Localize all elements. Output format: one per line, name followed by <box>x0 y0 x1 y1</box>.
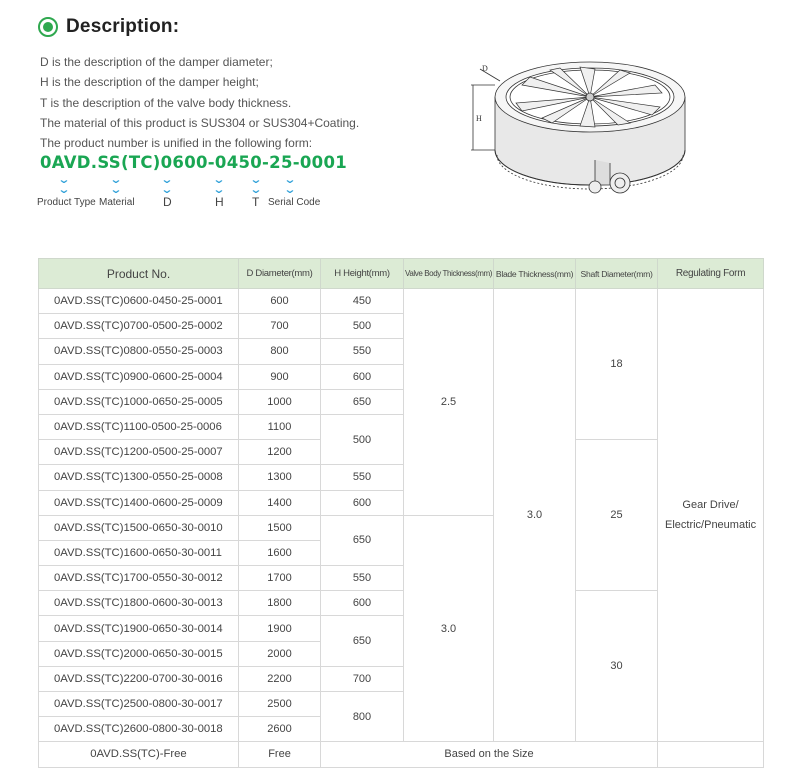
d-diameter-cell: 700 <box>239 314 321 339</box>
table-row-free <box>39 742 764 767</box>
code-label-serial-code: Serial Code <box>268 197 321 208</box>
d-diameter-cell: 1700 <box>239 566 321 591</box>
h-height-cell: 700 <box>321 666 404 691</box>
regulating-form-cell-empty <box>658 742 764 767</box>
product-no-cell: 0AVD.SS(TC)-Free <box>39 742 239 767</box>
column-header: Shaft Diameter(mm) <box>576 259 658 289</box>
spec-table <box>38 258 764 768</box>
product-no-cell: 0AVD.SS(TC)1500-0650-30-0010 <box>39 515 239 540</box>
h-height-cell: 550 <box>321 566 404 591</box>
column-header: Product No. <box>39 259 239 289</box>
d-diameter-cell: 900 <box>239 364 321 389</box>
description-title: Description: <box>66 16 180 37</box>
product-no-cell: 0AVD.SS(TC)1100-0500-25-0006 <box>39 414 239 439</box>
column-header: Valve Body Thickness(mm) <box>404 259 494 289</box>
diagram-label-h: H <box>476 114 482 123</box>
chevron-down-icon: ⌄ ⌄ <box>57 174 71 196</box>
valve-body-thickness-cell: 2.5 <box>404 289 494 516</box>
d-diameter-cell: 2000 <box>239 641 321 666</box>
product-no-cell: 0AVD.SS(TC)0600-0450-25-0001 <box>39 289 239 314</box>
product-no-cell: 0AVD.SS(TC)1600-0650-30-0011 <box>39 540 239 565</box>
table-row <box>39 289 764 314</box>
description-line: The product number is unified in the following form: <box>40 136 313 151</box>
product-no-cell: 0AVD.SS(TC)2500-0800-30-0017 <box>39 692 239 717</box>
product-no-cell: 0AVD.SS(TC)1900-0650-30-0014 <box>39 616 239 641</box>
d-diameter-cell: 1800 <box>239 591 321 616</box>
valve-body-thickness-cell: 3.0 <box>404 515 494 742</box>
based-on-size-cell: Based on the Size <box>321 742 658 767</box>
h-height-cell: 600 <box>321 490 404 515</box>
d-diameter-cell: 800 <box>239 339 321 364</box>
blade-thickness-cell: 3.0 <box>494 289 576 742</box>
code-label-t: T <box>252 195 260 209</box>
d-diameter-cell: 2600 <box>239 717 321 742</box>
description-line: D is the description of the damper diameter; <box>40 55 273 69</box>
h-height-cell: 650 <box>321 616 404 666</box>
chevron-down-icon: ⌄ ⌄ <box>109 174 123 196</box>
column-header: Regulating Form <box>658 259 764 289</box>
shaft-diameter-cell: 30 <box>576 591 658 742</box>
product-no-cell: 0AVD.SS(TC)2200-0700-30-0016 <box>39 666 239 691</box>
d-diameter-cell: 1300 <box>239 465 321 490</box>
d-diameter-cell: Free <box>239 742 321 767</box>
d-diameter-cell: 1100 <box>239 414 321 439</box>
h-height-cell: 550 <box>321 339 404 364</box>
product-no-cell: 0AVD.SS(TC)1800-0600-30-0013 <box>39 591 239 616</box>
product-no-cell: 0AVD.SS(TC)1200-0500-25-0007 <box>39 440 239 465</box>
d-diameter-cell: 2200 <box>239 666 321 691</box>
regulating-form-line: Gear Drive/ <box>682 499 739 512</box>
code-label-h: H <box>215 195 224 209</box>
description-line: The material of this product is SUS304 or SUS304+Coating. <box>40 115 360 130</box>
product-no-cell: 0AVD.SS(TC)1400-0600-25-0009 <box>39 490 239 515</box>
product-number-format: 0AVD.SS(TC)0600-0450-25-0001 <box>40 153 348 172</box>
d-diameter-cell: 1400 <box>239 490 321 515</box>
product-no-cell: 0AVD.SS(TC)0800-0550-25-0003 <box>39 339 239 364</box>
chevron-down-icon: ⌄ ⌄ <box>212 174 226 196</box>
d-diameter-cell: 1000 <box>239 389 321 414</box>
product-no-cell: 0AVD.SS(TC)2000-0650-30-0015 <box>39 641 239 666</box>
h-height-cell: 600 <box>321 591 404 616</box>
d-diameter-cell: 1200 <box>239 440 321 465</box>
chevron-down-icon: ⌄ ⌄ <box>249 174 263 196</box>
product-no-cell: 0AVD.SS(TC)1000-0650-25-0005 <box>39 389 239 414</box>
h-height-cell: 450 <box>321 289 404 314</box>
damper-diagram <box>470 55 700 215</box>
h-height-cell: 650 <box>321 389 404 414</box>
h-height-cell: 650 <box>321 515 404 565</box>
d-diameter-cell: 1600 <box>239 540 321 565</box>
h-height-cell: 550 <box>321 465 404 490</box>
code-label-material: Material <box>99 197 135 208</box>
diagram-label-d: D <box>482 64 488 73</box>
description-line: T is the description of the valve body thickness. <box>40 95 292 110</box>
product-no-cell: 0AVD.SS(TC)0900-0600-25-0004 <box>39 364 239 389</box>
table-row <box>39 591 764 616</box>
d-diameter-cell: 2500 <box>239 692 321 717</box>
bullet-circle-icon <box>38 17 58 37</box>
code-label-d: D <box>163 195 172 209</box>
product-no-cell: 0AVD.SS(TC)1700-0550-30-0012 <box>39 566 239 591</box>
h-height-cell: 800 <box>321 692 404 742</box>
shaft-diameter-cell: 25 <box>576 440 658 591</box>
column-header: D Diameter(mm) <box>239 259 321 289</box>
table-header-row <box>39 259 764 289</box>
chevron-down-icon: ⌄ ⌄ <box>160 174 174 196</box>
d-diameter-cell: 1500 <box>239 515 321 540</box>
product-no-cell: 0AVD.SS(TC)2600-0800-30-0018 <box>39 717 239 742</box>
code-label-product-type: Product Type <box>37 197 96 208</box>
shaft-diameter-cell: 18 <box>576 289 658 440</box>
d-diameter-cell: 600 <box>239 289 321 314</box>
regulating-form-cell <box>658 289 764 742</box>
description-heading <box>38 16 179 38</box>
h-height-cell: 500 <box>321 314 404 339</box>
column-header: Blade Thickness(mm) <box>494 259 576 289</box>
product-no-cell: 0AVD.SS(TC)1300-0550-25-0008 <box>39 465 239 490</box>
d-diameter-cell: 1900 <box>239 616 321 641</box>
description-line: H is the description of the damper height; <box>40 75 259 90</box>
h-height-cell: 500 <box>321 414 404 464</box>
regulating-form-line: Electric/Pneumatic <box>664 519 757 532</box>
chevron-down-icon: ⌄ ⌄ <box>283 174 297 196</box>
description-text <box>40 52 359 153</box>
column-header: H Height(mm) <box>321 259 404 289</box>
product-no-cell: 0AVD.SS(TC)0700-0500-25-0002 <box>39 314 239 339</box>
h-height-cell: 600 <box>321 364 404 389</box>
